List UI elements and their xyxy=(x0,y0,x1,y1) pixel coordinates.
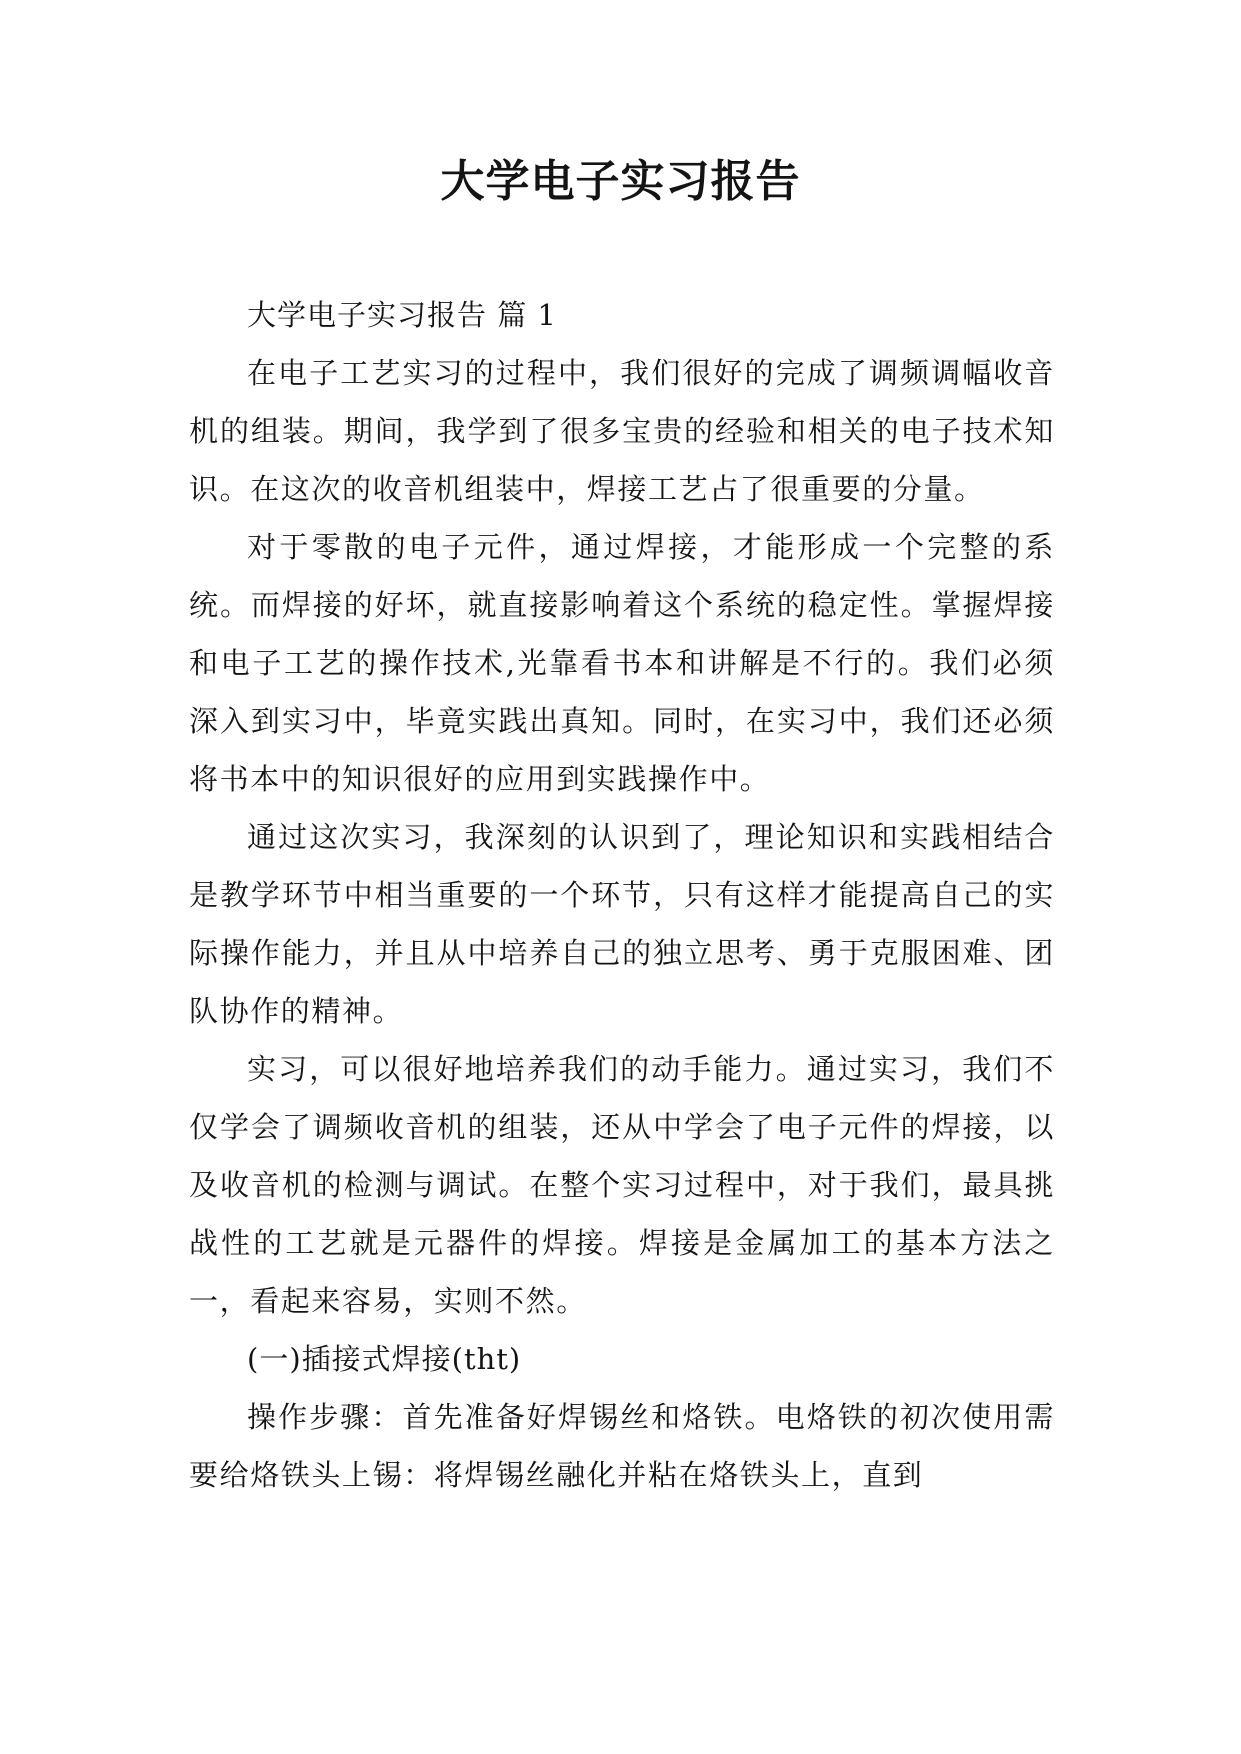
subheading-tht: (一)插接式焊接(tht) xyxy=(247,1342,522,1376)
paragraph-3: 通过这次实习，我深刻的认识到了，理论知识和实践相结合是教学环节中相当重要的一个环节，只有这样才能提高自己的实际操作能力，并且从中培养自己的独立思考、勇于克服困难、团队协作的精神。 xyxy=(189,820,1055,1028)
document-title: 大学电子实习报告 xyxy=(440,156,801,207)
paragraph-1: 在电子工艺实习的过程中，我们很好的完成了调频调幅收音机的组装。期间，我学到了很多宝贵的经验和相关的电子技术知识。在这次的收音机组装中，焊接工艺占了很重要的分量。 xyxy=(189,356,1055,506)
paragraph-2: 对于零散的电子元件，通过焊接，才能形成一个完整的系统。而焊接的好坏，就直接影响着这个系统的稳定性。掌握焊接和电子工艺的操作技术,光靠看书本和讲解是不行的。我们必须深入到实习中，毕竟实践出真知。同时，在实习中，我们还必须将书本中的知识很好的应用到实践操作中。 xyxy=(189,530,1055,796)
document-body xyxy=(189,286,1055,1504)
paragraph-4: 实习，可以很好地培养我们的动手能力。通过实习，我们不仅学会了调频收音机的组装，还从中学会了电子元件的焊接，以及收音机的检测与调试。在整个实习过程中，对于我们，最具挑战性的工艺就是元器件的焊接。焊接是金属加工的基本方法之一，看起来容易，实则不然。 xyxy=(189,1052,1055,1318)
section-heading: 大学电子实习报告 篇 1 xyxy=(247,298,557,332)
paragraph-5: 操作步骤：首先准备好焊锡丝和烙铁。电烙铁的初次使用需要给烙铁头上锡：将焊锡丝融化并粘在烙铁头上，直到 xyxy=(189,1400,1055,1492)
